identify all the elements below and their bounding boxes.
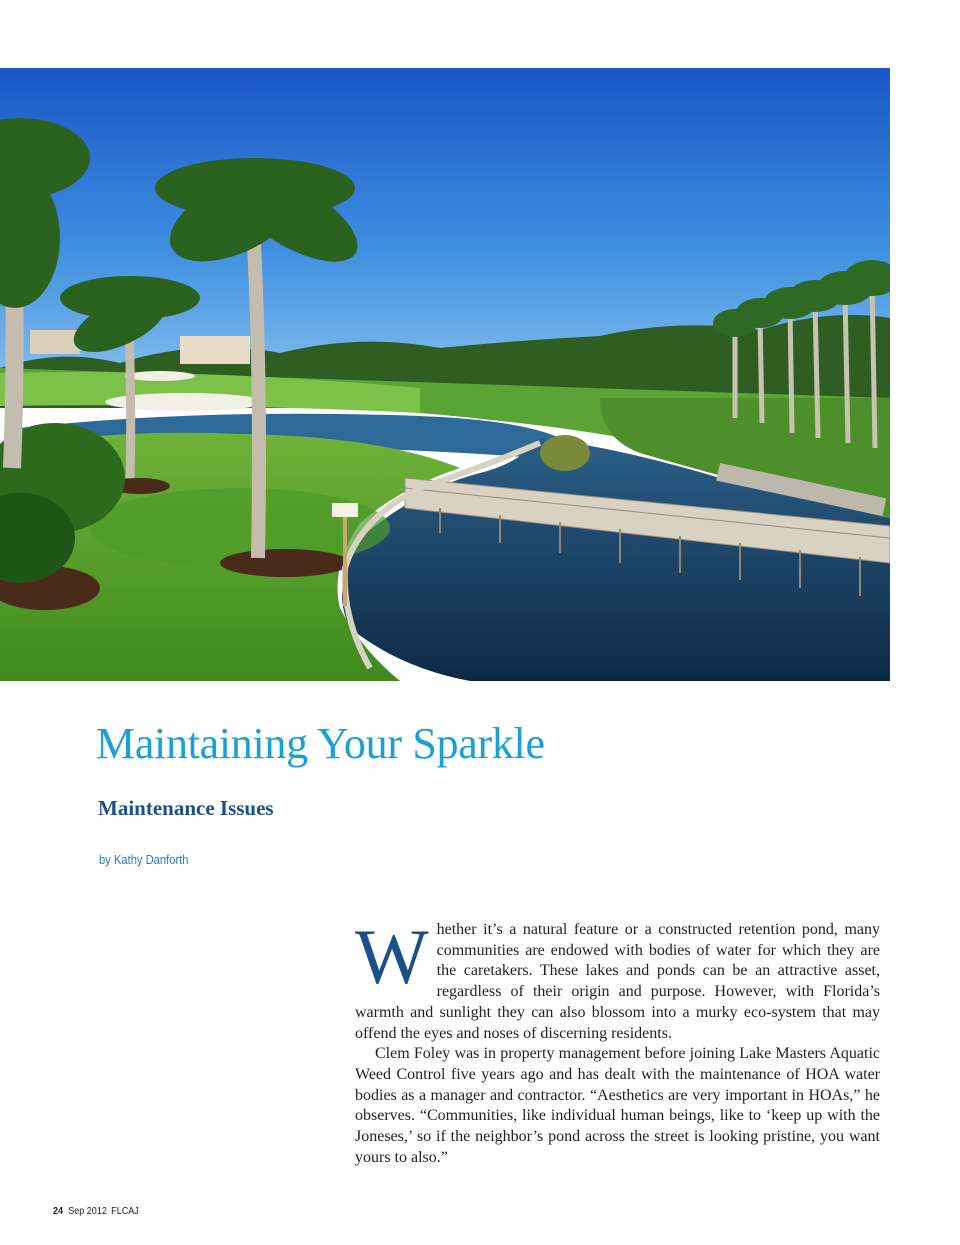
paragraph-1 [355,913,880,1044]
page-number: 24 [53,1205,64,1217]
article-body [355,913,880,1168]
paragraph-2: Clem Foley was in property management before joining Lake Masters Aquatic Weed Control five years ago and has dealt with the maintenance of HOA water bodies as a manager and contractor. “Aesthetics are very important in HOAs,” he observes. “Communities, like individual human beings, like to ‘keep up with the Joneses,’ so if the neighbor’s pond across the street is looking pristine, you want yours to also.” [355,1045,880,1166]
page-footer [53,1205,139,1217]
drop-cap: W [355,913,429,1000]
hero-photo [0,68,890,681]
article-title: Maintaining Your Sparkle [96,719,545,768]
byline: by Kathy Danforth [99,852,189,867]
issue-date: Sep 2012 [68,1205,107,1217]
publication-name: FLCAJ [111,1205,139,1217]
golf-pond-illustration [0,68,890,681]
article-subtitle: Maintenance Issues [98,796,274,820]
paragraph-1-text: hether it’s a natural feature or a constructed retention pond, many communities are endowed with bodies of water for which they are the caretakers. These lakes and ponds can be an attractive asset, regardless of their origin and purpose. However, with Florida’s warmth and sunlight they can also blossom into a murky eco-system that may offend the eyes and noses of discerning residents. [355,921,880,1042]
